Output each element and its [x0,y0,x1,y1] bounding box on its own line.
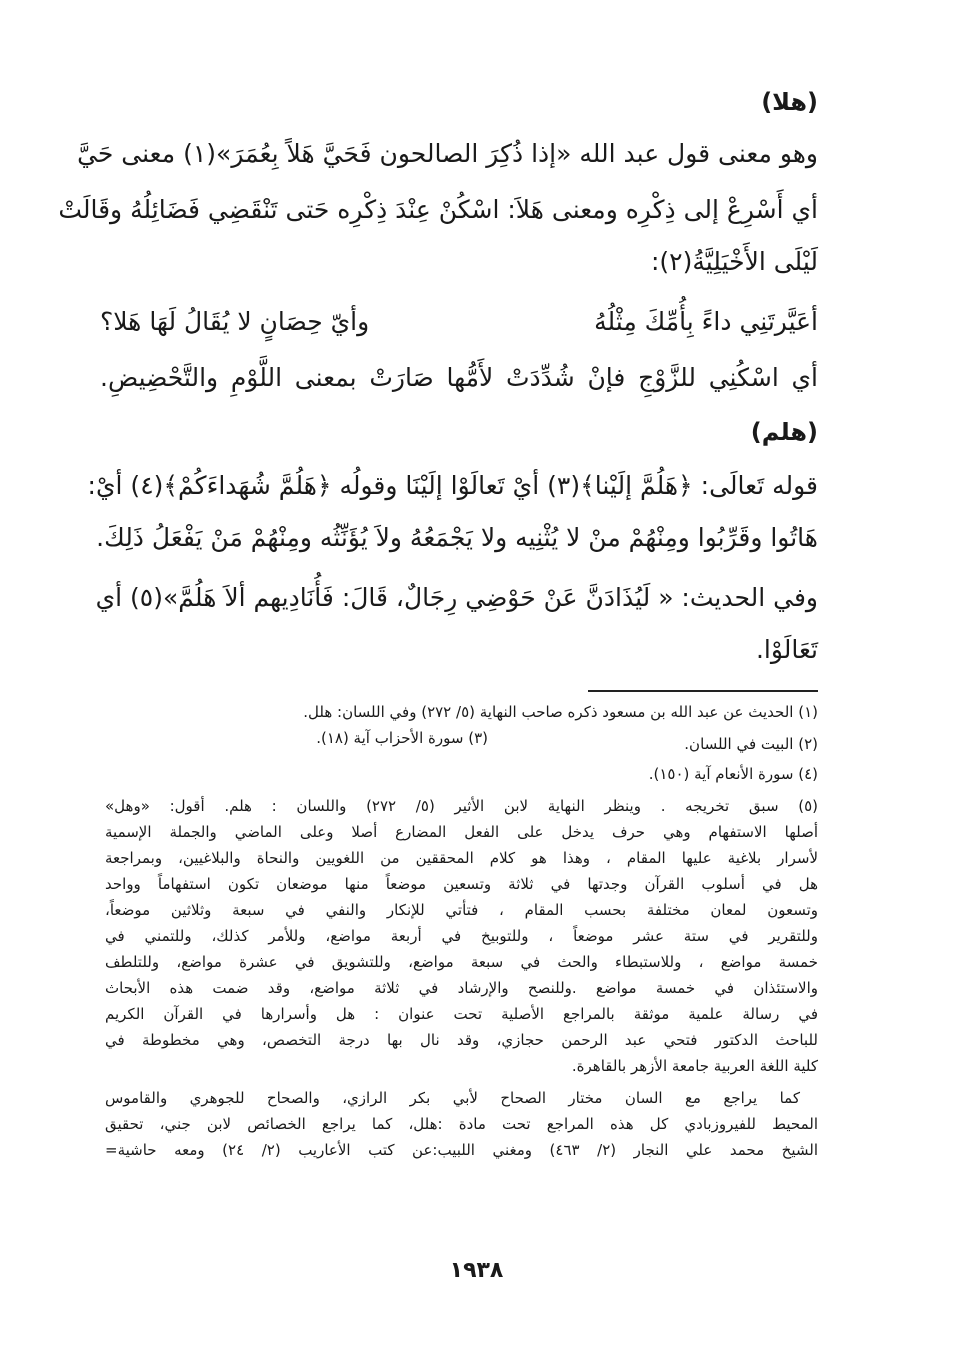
footnote-1: (١) الحديث عن عبد الله بن مسعود ذكره صاحب النهاية (٥/ ٢٧٢) وفي اللسان: هلل. [303,703,818,721]
footnote-5-line: للباحث الدكتور فتحي عبد الرحمن حجازي، وقد نال بها درجة التخصص، وهي مخطوطة في [105,1031,818,1049]
footnote-5-line: خمسة مواضع ، وللاستبطاء والحث في سبعة مواضع، وللتشويق في عشرة مواضع، وللتلطف [105,953,818,971]
entry-heading-hala: (هلا) [761,88,818,116]
footnote-2: (٢) البيت في اللسان. [684,735,818,753]
footnote-5-line: أصلها الاستفهام وهي حرف يدخل على الفعل المضارع أصلا وعلى الماضي والجملة الإسمية [105,823,818,841]
footnote-5-line: في رسالة علمية موثقة بالمراجع الأصلية تحت عنوان : هل وأسرارها في القرآن الكريم [105,1005,818,1023]
footnote-separator [588,690,818,692]
footnote-6-line: المحيط للفيروزبادي كل هذه المراجع تحت مادة :هلل، كما يراجع الخصائص لابن جني، تحقيق [105,1115,818,1133]
footnote-6-line: كما يراجع مع السان مختار الصحاح لأبي بكر الرازي، والصحاح للجوهري والقاموس [105,1089,800,1107]
footnote-5-line: وللتقرير في ستة عشر موضعاً ، وللتوبيخ في أربعة مواضع، وللأمر كذلك، وللتمني في [105,927,818,945]
text-line: تَعَالَوْا. [755,635,818,664]
text-line: أي اسْكُنِي للزَّوْجِ فإنْ شُدِّدَتْ لأَمُّها صَارَتْ بمعنى اللَّوْمِ والتَّحْضِيضِ. [100,363,818,392]
text-line: قوله تَعالَى: ﴿هَلُمَّ إلَيْنا﴾(٣) أيْ تَعالَوْا إلَيْنَا وقولُه ﴿هَلُمَّ شُهَداءَكُمْ﴾(٤) أيْ: [87,471,818,500]
footnote-3: (٣) سورة الأحزاب آية (١٨). [316,729,488,747]
verse-hemistich-right: أعَيَّرتَنِي داءً بِأُمِّكَ مِثْلُهُ [594,307,818,336]
footnote-5-line: والاستئذان في خمسة مواضع .وللنصح والإرشاد في ثلاثة مواضع، وقد ضمت هذه الأبحاث [105,979,818,997]
footnote-5-line: كلية اللغة العربية جامعة الأزهر بالقاهرة. [571,1057,818,1075]
text-line: وهو معنى قول عبد الله «إذا ذُكِرَ الصالحون فَحَيَّ هَلاً بِعُمَرَ»(١) معنى حَيَّ [77,139,818,168]
text-line: هَاتُوا وقَرِّبُوا ومِنْهُمْ منْ لا يُثْنِيه ولا يَجْمَعُهُ ولاَ يُؤَنِّثُه ومِنْهُمْ مَنْ يَفْعَلُ ذَلِكَ. [96,523,818,552]
text-line: وفي الحديث: « لَيُذَادَنَّ عَنْ حَوْضِي رِجَالٌ، قَالَ: فَأُنَادِيهم ألاَ هَلُمَّ»(٥) أي [95,583,818,612]
footnote-5-line: هل في أسلوب القرآن وجدتها في ثلاثة وتسعين موضعاً منها موضعان تكون استفهاماً وواحد [105,875,818,893]
footnote-5-line: (٥) سبق تخريجه . وينظر النهاية لابن الأثير (٥/ ٢٧٢) واللسان : هلم. أقول: «وهل» [105,797,819,815]
footnote-6-line: الشيخ محمد علي النجار (٢/ ٤٦٣) ومغني اللبيب:عن كتب الأعاريب (٢/ ٢٤) ومعه حاشية= [105,1141,818,1159]
footnote-4: (٤) سورة الأنعام آية (١٥٠). [648,765,818,783]
footnote-5-line: لأسرار بلاغية عليها المقام ، وهذا هو كلام المحققين من اللغويين والنحاة والبلاغيين، وبمراجعة [105,849,818,867]
entry-heading-halumma: (هلم) [750,418,818,446]
verse-hemistich-left: وأيّ حِصَانٍ لا يُقَالُ لَهَا هَلا؟ [100,307,370,336]
text-line: لَيْلَى الأَخْيَلِيَّةُ(٢): [650,247,818,276]
page-number: ١٩٣٨ [449,1258,504,1283]
footnote-5-line: وتسعون لمعان مختلفة بحسب المقام ، فتأتي للإنكار والنفي في سبعة وثلاثين موضعاً، [105,901,818,919]
text-line: أي أَسْرِعْ إلى ذِكْرِه ومعنى هَلاَ: اسْكُنْ عِنْدَ ذِكْرِه حَتى تَنْقَضِي فَضَائِلُهُ وقَالَتْ [58,195,818,224]
